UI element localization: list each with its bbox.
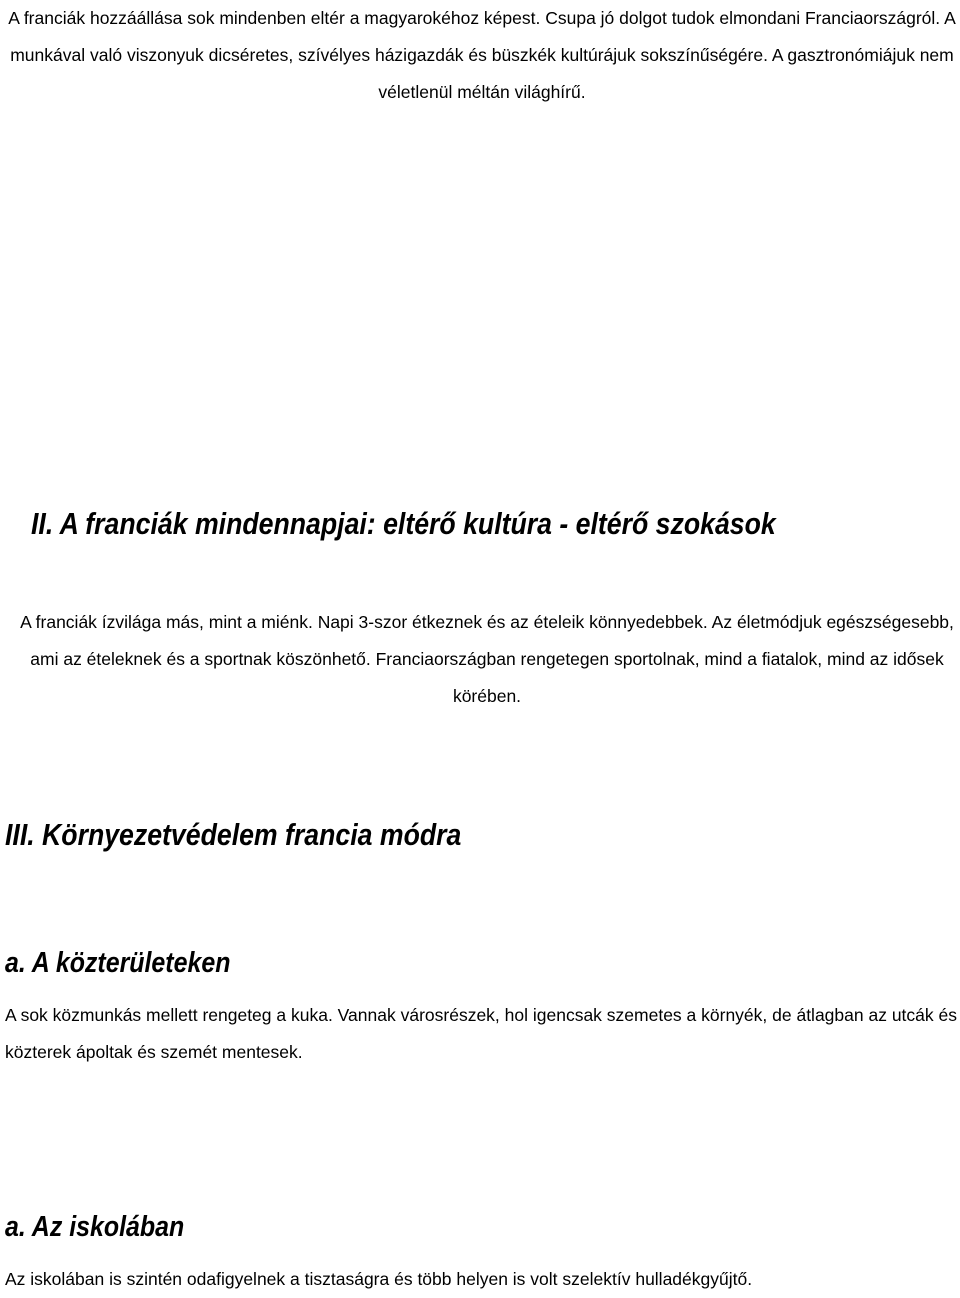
section-2-paragraph: A franciák ízvilága más, mint a miénk. Napi 3-szor étkeznek és az ételeik könnyedebbek. Az életmódjuk egészségesebb, ami az ételeknek és a sportnak köszönhető. Franciaországban rengetegen sportolnak, mind a fiatalok, mind az idősek körében. [20, 612, 954, 706]
subsection-public-areas-paragraph: A sok közmunkás mellett rengeteg a kuka. Vannak városrészek, hol igencsak szemetes a környék, de átlagban az utcák és közterek ápoltak és szemét mentesek. [5, 1005, 957, 1062]
subsection-school-paragraph: Az iskolában is szintén odafigyelnek a tisztaságra és több helyen is volt szelektív hulladékgyűjtő. [5, 1269, 753, 1289]
section-2-heading: II. A franciák mindennapjai: eltérő kultúra - eltérő szokások [31, 506, 776, 541]
section-3-heading: III. Környezetvédelem francia módra [5, 817, 462, 852]
subsection-school-heading: a. Az iskolában [5, 1211, 185, 1243]
intro-paragraph: A franciák hozzáállása sok mindenben eltér a magyarokéhoz képest. Csupa jó dolgot tudok elmondani Franciaországról. A munkával való viszonyuk dicséretes, szívélyes házigazdák és büszkék kultúrájuk sokszínűségére. A gasztronómiájuk nem véletlenül méltán világhírű. [8, 8, 956, 102]
subsection-public-areas-heading: a. A közterületeken [5, 947, 231, 979]
